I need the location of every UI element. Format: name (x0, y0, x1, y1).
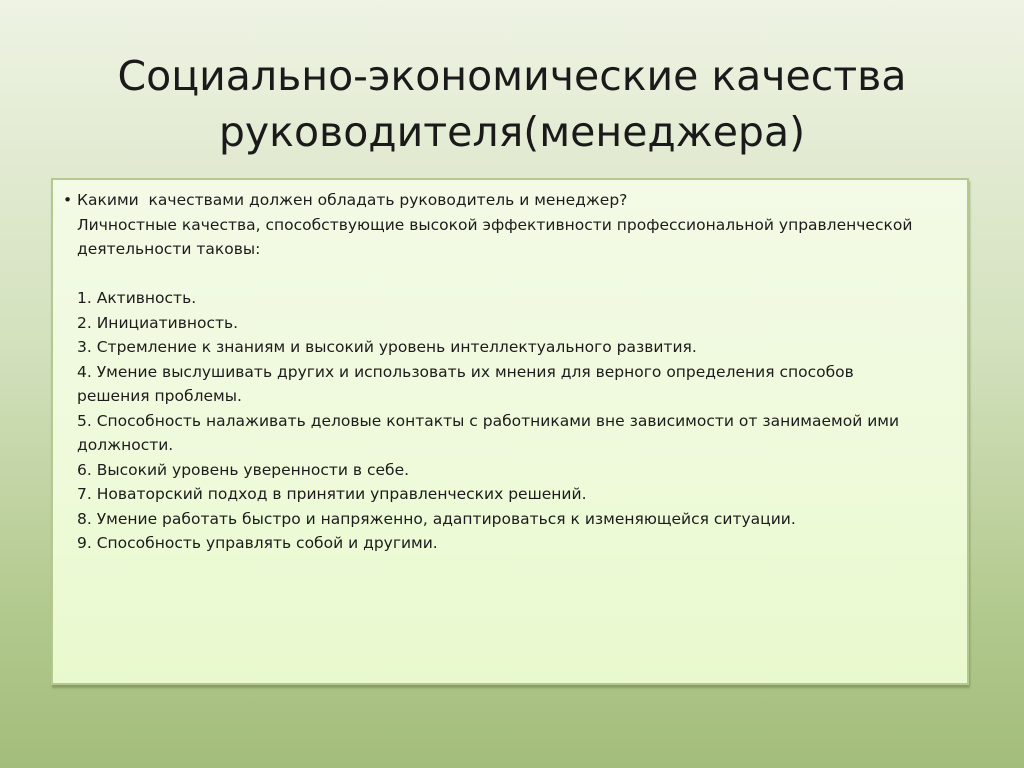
list-item (77, 360, 957, 409)
title-line-2: руководителя(менеджера) (218, 108, 806, 156)
intro-line-1: Личностные качества, способствующие высокой эффективности профессиональной управленческой (77, 215, 913, 234)
list-item-text: 7. Новаторский подход в принятии управленческих решений. (77, 485, 587, 503)
list-item-continuation: должности. (77, 436, 174, 454)
list-item-text: 2. Инициативность. (77, 313, 239, 332)
list-item-text: 4. Умение выслушивать других и использовать их мнения для верного определения способов (77, 362, 854, 381)
list-item (77, 482, 957, 507)
slide-title (60, 48, 964, 160)
list-item (77, 507, 957, 532)
bullet-item (63, 188, 957, 556)
list-item (77, 335, 957, 360)
list-item-text: 3. Стремление к знаниям и высокий уровень интеллектуального развития. (77, 338, 697, 356)
list-item-text: 1. Активность. (77, 289, 197, 307)
content-box (51, 178, 969, 685)
list-item (77, 409, 957, 458)
qualities-list (77, 286, 957, 556)
list-item-continuation: решения проблемы. (77, 387, 242, 405)
question-text: Какими качествами должен обладать руководитель и менеджер? (77, 191, 628, 209)
list-item (77, 458, 957, 483)
list-item (77, 311, 957, 336)
title-line-1: Социально-экономические качества (117, 52, 907, 100)
list-item-text: 9. Способность управлять собой и другими. (77, 534, 438, 552)
list-item-text: 5. Способность налаживать деловые контакты с работниками вне зависимости от занимаемой ими (77, 411, 900, 430)
list-item-text: 6. Высокий уровень уверенности в себе. (77, 460, 410, 479)
list-item-text: 8. Умение работать быстро и напряженно, адаптироваться к изменяющейся ситуации. (77, 509, 796, 528)
content-text (63, 188, 957, 556)
bullet-icon: • (63, 191, 73, 209)
intro-line-2: деятельности таковы: (77, 240, 261, 258)
list-item (77, 531, 957, 556)
list-item (77, 286, 957, 311)
blank-line (77, 262, 957, 287)
